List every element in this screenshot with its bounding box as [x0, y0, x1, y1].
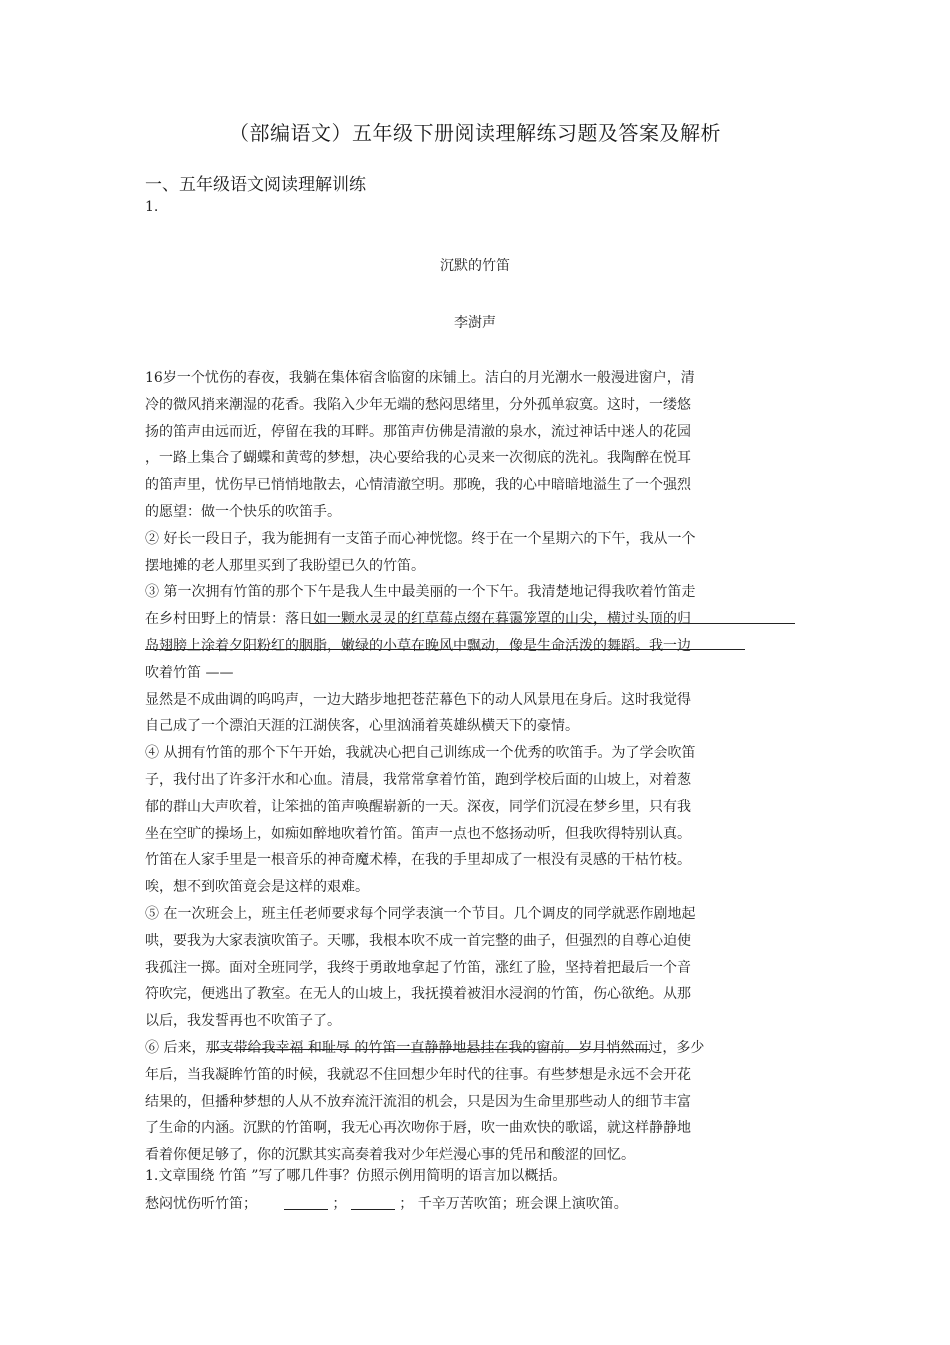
article-line: ④ 从拥有竹笛的那个下午开始，我就决心把自己训练成一个优秀的吹笛手。为了学会吹笛: [145, 745, 696, 761]
article-line: 子，我付出了许多汗水和心血。清晨，我常常拿着竹笛，跑到学校后面的山坡上，对着葱: [145, 772, 691, 788]
underline-mark: [145, 649, 745, 650]
article-line: 哄，要我为大家表演吹笛子。天哪，我根本吹不成一首完整的曲子，但强烈的自尊心迫使: [145, 933, 691, 949]
article-line: ⑤ 在一次班会上，班主任老师要求每个同学表演一个节目。几个调皮的同学就恶作剧地起: [145, 906, 696, 922]
article-line: 摆地摊的老人那里买到了我盼望已久的竹笛。: [145, 558, 425, 574]
answer-example-tail: 千辛万苦吹笛；班会课上演吹笛。: [417, 1196, 628, 1212]
article-line: 在乡村田野上的情景：落日如一颗水灵灵的红草莓点缀在暮霭笼罩的山尖，横过头顶的归: [145, 611, 691, 627]
article-line: ③ 第一次拥有竹笛的那个下午是我人生中最美丽的一个下午。我清楚地记得我吹着竹笛走: [145, 584, 696, 600]
article-line: ② 好长一段日子，我为能拥有一支笛子而心神恍惚。终于在一个星期六的下午，我从一个: [145, 531, 696, 547]
article-author: 李澍声: [454, 315, 496, 331]
answer-line: [145, 1195, 628, 1213]
answer-example: 愁闷忧伤听竹笛；: [145, 1196, 257, 1212]
answer-separator: ；: [332, 1196, 347, 1212]
article-line: 看着你便足够了，你的沉默其实高奏着我对少年烂漫心事的凭吊和酸涩的回忆。: [145, 1147, 635, 1163]
article-line: 岛翅膀上涂着夕阳粉红的胭脂，嫩绿的小草在晚风中飘动，像是生命活泼的舞蹈。我一边: [145, 638, 691, 654]
article-title: 沉默的竹笛: [440, 258, 510, 274]
article-line: 结果的，但播种梦想的人从不放弃流汗流泪的机会，只是因为生命里那些动人的细节丰富: [145, 1094, 691, 1110]
answer-blank-1[interactable]: [284, 1195, 328, 1210]
section-heading: 一、五年级语文阅读理解训练: [145, 175, 366, 195]
answer-blank-2[interactable]: [351, 1195, 395, 1210]
article-line: 唉，想不到吹笛竟会是这样的艰难。: [145, 879, 369, 895]
article-line: 坐在空旷的操场上，如痴如醉地吹着竹笛。笛声一点也不悠扬动听，但我吹得特别认真。: [145, 826, 691, 842]
article-line: 郁的群山大声吹着，让笨拙的笛声唤醒崭新的一天。深夜，同学们沉浸在梦乡里，只有我: [145, 799, 691, 815]
article-line: 我孤注一掷。面对全班同学，我终于勇敢地拿起了竹笛，涨红了脸，坚持着把最后一个音: [145, 960, 691, 976]
article-line: 的笛声里，忧伤早已悄悄地散去，心情清澈空明。那晚，我的心中暗暗地溢生了一个强烈: [145, 477, 691, 493]
article-line: ⑥ 后来，那支带给我幸福 和耻辱 的竹笛一直静静地悬挂在我的窗前。岁月悄然而过，多少: [145, 1040, 705, 1056]
underline-mark: [210, 1049, 650, 1050]
question-prompt: 1.文章围绕 竹笛 ”写了哪几件事？仿照示例用简明的语言加以概括。: [145, 1168, 567, 1184]
article-line: 显然是不成曲调的呜呜声，一边大踏步地把苍茫幕色下的动人风景甩在身后。这时我觉得: [145, 692, 691, 708]
article-line: 的愿望：做一个快乐的吹笛手。: [145, 504, 341, 520]
article-line: 扬的笛声由远而近，停留在我的耳畔。那笛声仿佛是清澈的泉水，流过神话中迷人的花园: [145, 424, 691, 440]
article-line: 符吹完，便逃出了教室。在无人的山坡上，我抚摸着被泪水浸润的竹笛，伤心欲绝。从那: [145, 986, 691, 1002]
article-line: 自己成了一个漂泊天涯的江湖侠客，心里汹涌着英雄纵横天下的豪情。: [145, 718, 579, 734]
article-line: 16岁一个忧伤的春夜，我躺在集体宿含临窗的床铺上。洁白的月光潮水一般漫进窗户，清: [145, 370, 695, 386]
article-line: 年后，当我凝眸竹笛的时候，我就忍不住回想少年时代的往事。有些梦想是永远不会开花: [145, 1067, 691, 1083]
article-line: 冷的微风捎来潮湿的花香。我陷入少年无端的愁闷思绪里，分外孤单寂寞。这时，一缕悠: [145, 397, 691, 413]
article-line: 以后，我发誓再也不吹笛子了。: [145, 1013, 341, 1029]
answer-separator: ；: [399, 1196, 414, 1212]
article-line: ，一路上集合了蝴蝶和黄莺的梦想，决心要给我的心灵来一次彻底的洗礼。我陶醉在悦耳: [145, 450, 691, 466]
article-line: 竹笛在人家手里是一根音乐的神奇魔术棒，在我的手里却成了一根没有灵感的干枯竹枝。: [145, 852, 691, 868]
article-line: 了生命的内涵。沉默的竹笛啊，我无心再次吻你于唇，吹一曲欢快的歌谣，就这样静静地: [145, 1120, 691, 1136]
question-number: 1.: [145, 199, 159, 215]
article-line: 吹着竹笛 ——: [145, 665, 234, 681]
underline-mark: [310, 623, 795, 624]
document-title: （部编语文）五年级下册阅读理解练习题及答案及解析: [229, 121, 721, 145]
